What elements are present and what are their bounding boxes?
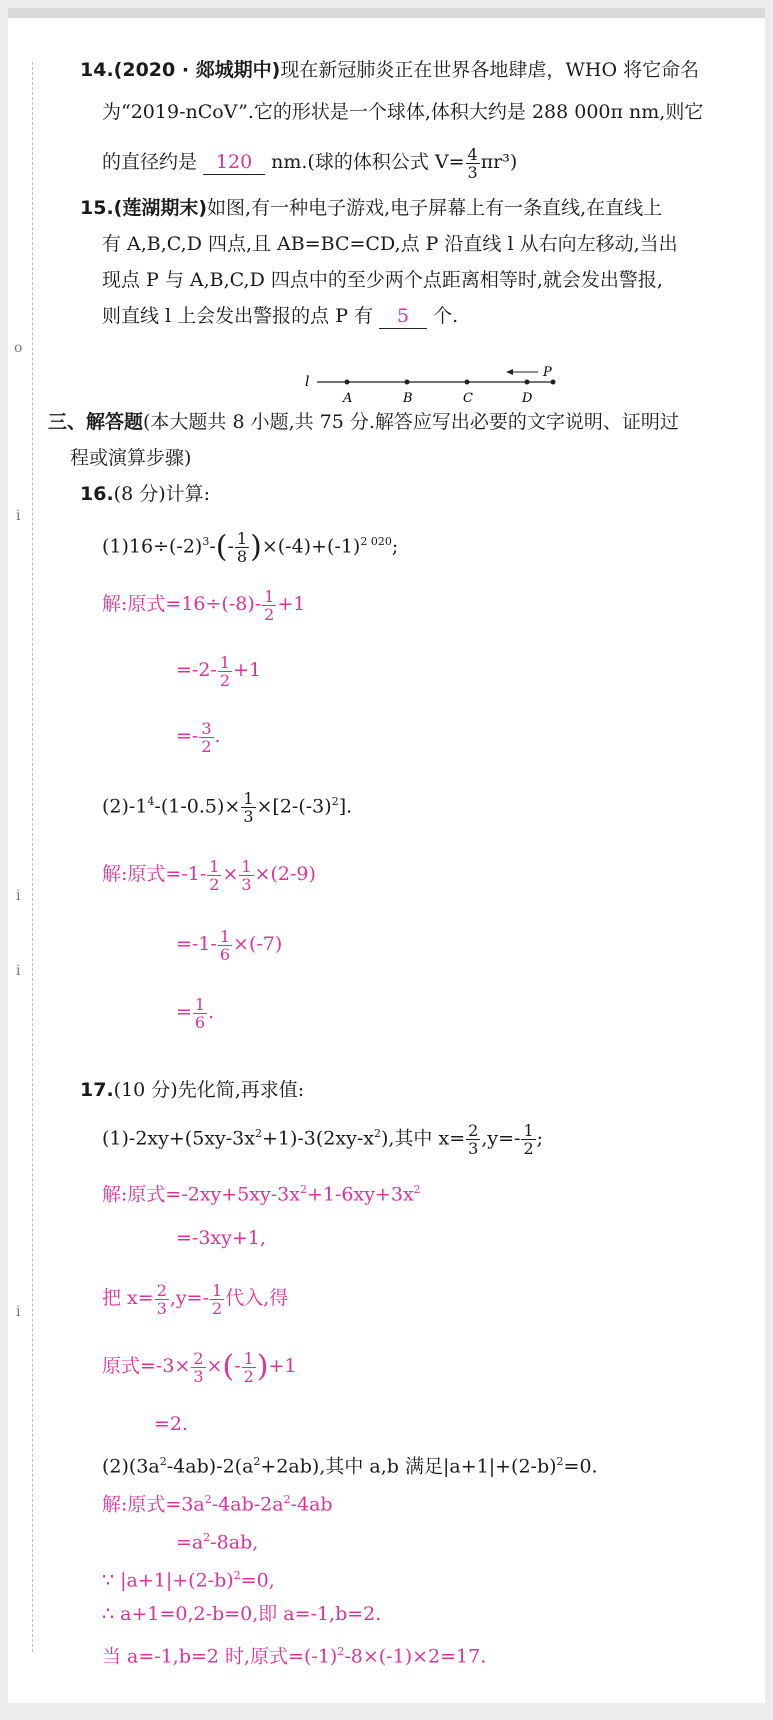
point-label: A [343,391,353,406]
fraction: $\frac{4}{3}$ [467,144,478,182]
fraction: $\frac{1}{3}$ [241,856,252,894]
q14-line1 [80,58,699,82]
q17-solution-line: =2. [154,1413,189,1435]
q17-solution-line: =-3xy+1, [176,1227,266,1249]
q17-number: 17. [80,1079,114,1101]
q15-source: (莲湖期末) [113,197,208,219]
q17-part2: $(2)(3a^2-4ab)-2(a^2+2ab)$,其中 a,b 满足$|a+1|+(2-b)^2=0$. [102,1455,598,1478]
q16-number: 16. [80,483,114,505]
q17-solution-line: 把 x= $\frac{2}{3}$ ,y=- $\frac{1}{2}$ 代入,得 [102,1280,289,1318]
line-label: l [305,374,310,390]
point-label: C [463,391,473,406]
q14-line3 [102,140,517,184]
q17-solution-line: ∵ $|a+1|+(2-b)^2=0$, [102,1569,275,1592]
q15-text: 则直线 l 上会发出警报的点 P 有 [102,305,374,327]
q16-part2: $(2)-1^4-(1-0.5)\times$ $\frac{1}{3}$ $\times[2-(-3)^2]$. [102,788,353,826]
edge-mark: i [16,508,21,524]
fraction: $\frac{1}{2}$ [212,1280,223,1318]
edge-mark: i [16,1304,21,1320]
point-a [345,380,350,385]
q16-solution-line: 解:原式=16÷(-8)- $\frac{1}{2}$ +1 [102,586,306,624]
q15-text: 个. [433,305,459,327]
q15-line3: 现点 P 与 A,B,C,D 四点中的至少两个点距离相等时,就会发出警报, [102,269,663,291]
fraction: $\frac{1}{6}$ [194,994,206,1032]
q15-line1 [80,196,662,220]
q16-solution-line: 解:原式=-1- $\frac{1}{2}$ × $\frac{1}{3}$ ×(2-9) [102,856,316,894]
fraction: $\frac{1}{2}$ [264,586,275,624]
q16-solution-line: = $\frac{1}{6}$ . [176,994,215,1032]
section3-text: (本大题共 8 小题,共 75 分.解答应写出必要的文字说明、证明过 [143,411,679,433]
q16-part1: $(1)16\div(-2)^3-(-$ $\frac{1}{8}$ )$\times(-4)+(-1)^{2 020}$; [102,528,399,566]
fraction: $\frac{1}{2}$ [209,856,220,894]
fraction: $\frac{3}{2}$ [201,718,212,756]
q17-solution-line: 原式=-3× $\frac{2}{3}$ ×(- $\frac{1}{2}$ )+1 [102,1348,297,1386]
q16-solution-line: =-2- $\frac{1}{2}$ +1 [176,652,262,690]
q14-line2: 为“2019-nCoV”.它的形状是一个球体,体积大约是 288 000π nm,则它 [102,101,704,123]
q14-number: 14. [80,59,114,81]
q17-solution-line: 解:原式$=3a^2-4ab-2a^2-4ab$ [102,1493,333,1516]
q14-text: 的直径约是 [102,151,198,173]
section3-title: 三、解答题 [48,411,144,433]
number-line-figure [303,366,588,408]
q16-solution-line: =-1- $\frac{1}{6}$ ×(-7) [176,926,283,964]
fraction: $\frac{1}{8}$ [236,528,248,566]
page [8,8,765,1703]
edge-mark: i [16,888,21,904]
q16-solution-line: =- $\frac{3}{2}$ . [176,718,221,756]
fraction: $\frac{1}{2}$ [523,1120,534,1158]
q14-source: (2020 · 郯城期中) [113,59,281,81]
fraction: $\frac{1}{2}$ [219,652,231,690]
edge-mark: i [16,963,21,979]
fraction: $\frac{2}{3}$ [193,1348,204,1386]
q15-answer-blank: 5 [379,304,427,329]
q14-text: 现在新冠肺炎正在世界各地肆虐，WHO 将它命名 [280,59,700,81]
section3-heading [48,410,679,434]
q17-part1: $(1)-2xy+(5xy-3x^2+1)-3(2xy-x^2)$,其中 x= $\frac{2}{3}$ ,y=- $\frac{1}{2}$ ; [102,1120,544,1158]
q16-heading [80,482,210,506]
q17-solution-line: 当 a=-1,b=2 时,原式$=(-1)^2-8\times(-1)\times 2=17$. [102,1645,487,1668]
q17-solution-line: 解:原式$=-2xy+5xy-3x^2+1-6xy+3x^2$ [102,1183,421,1206]
point-c [465,380,470,385]
q15-number: 15. [80,197,114,219]
q14-answer-blank: 120 [203,150,265,175]
fraction: $\frac{1}{3}$ [243,788,254,826]
q16-head: (8 分)计算: [113,483,211,505]
q15-text: 如图,有一种电子游戏,电子屏幕上有一条直线,在直线上 [207,197,663,219]
q15-line4 [102,304,458,329]
point-label: P [543,366,552,380]
point-b [405,380,410,385]
q17-heading [80,1078,304,1102]
binding-line [32,62,33,1652]
q14-text: nm.(球的体积公式 V= [271,151,465,173]
edge-mark: o [14,340,23,356]
section3-line2: 程或演算步骤) [70,447,192,469]
point-label: D [522,391,533,406]
q17-head: (10 分)先化简,再求值: [113,1079,305,1101]
q17-solution-line: ∴ a+1=0,2-b=0,即 a=-1,b=2. [102,1603,382,1625]
q14-text: πr³) [480,151,518,173]
q15-line2: 有 A,B,C,D 四点,且 AB=BC=CD,点 P 沿直线 l 从右向左移动,当出 [102,233,678,255]
point-p [551,380,556,385]
fraction: $\frac{1}{6}$ [219,926,231,964]
arrow-head-icon [506,369,513,375]
point-d [525,380,530,385]
q17-solution-line: $=a^2-8ab$, [176,1531,259,1554]
fraction: $\frac{2}{3}$ [156,1280,167,1318]
point-label: B [403,391,413,406]
fraction: $\frac{1}{2}$ [243,1348,254,1386]
fraction: $\frac{2}{3}$ [468,1120,479,1158]
